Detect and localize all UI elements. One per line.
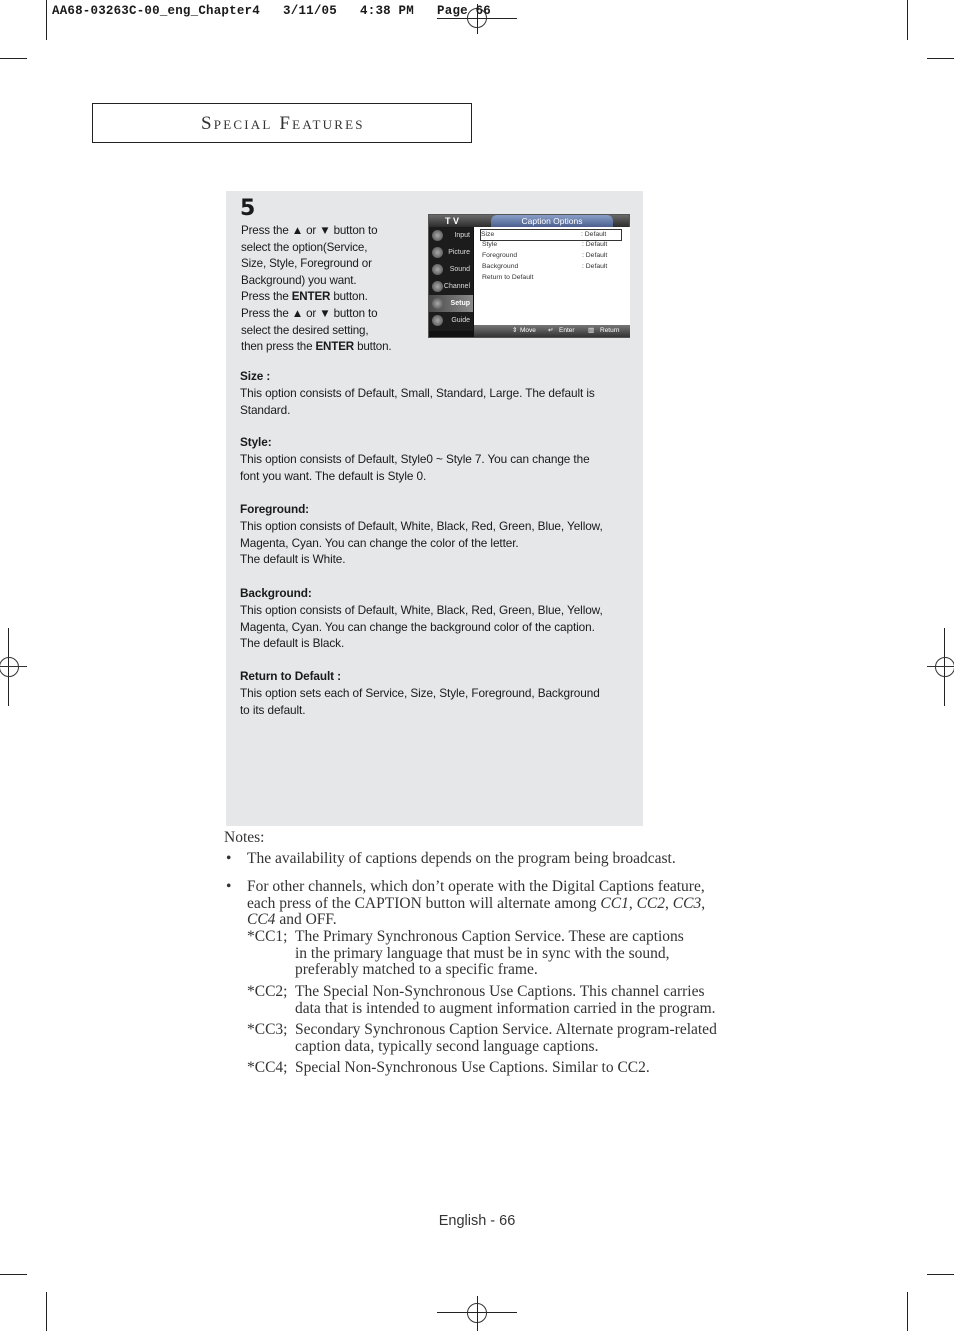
tv-sidebar-item-sound: Sound	[429, 261, 473, 278]
down-arrow-icon: ▼	[319, 224, 331, 237]
input-icon	[432, 230, 443, 241]
tv-sidebar-item-channel: Channel	[429, 278, 473, 295]
tv-menu-footer: ⇕ Move ↵ Enter ▥ Return	[474, 325, 630, 337]
tv-menu-row-size: Size : Default	[480, 229, 622, 241]
option-heading: Return to Default :	[240, 669, 341, 683]
tv-menu-row-return-to-default: Return to Default	[482, 274, 534, 281]
note-bullet: • For other channels, which don’t operate with the Digital Captions feature, each press of the CAPTION button will alternate among CC1, CC2, CC3, CC4 and OFF.	[226, 878, 706, 928]
tv-menu-row-background: Background : Default	[482, 263, 608, 270]
up-arrow-icon: ▲	[291, 224, 304, 237]
tv-menu-row-style: Style : Default	[482, 241, 608, 248]
tv-sidebar-item-setup: Setup	[429, 295, 473, 312]
option-heading: Foreground:	[240, 502, 310, 516]
step-number: 5	[240, 196, 256, 221]
option-style: Style: This option consists of Default, Style0 ~ Style 7. You can change the font you want. The default is Style 0.	[240, 434, 632, 484]
option-background: Background: This option consists of Default, White, Black, Red, Green, Blue, Yellow, Magenta, Cyan. You can change the background color of the caption. The default is Black.	[240, 585, 632, 652]
bullet-icon: •	[226, 850, 232, 867]
option-heading: Style:	[240, 435, 272, 449]
channel-icon	[432, 281, 443, 292]
tv-menu-screenshot	[428, 214, 630, 338]
move-icon: ⇕	[512, 327, 518, 334]
step-instructions: Press the ▲ or ▼ button to select the option(Service, Size, Style, Foreground or Background) you want. Press the ENTER button. Press the ▲ or ▼ button to select the desired setting, then press the ENTER button.	[241, 224, 392, 354]
registration-mark	[0, 649, 27, 685]
return-icon: ▥	[588, 327, 595, 334]
page-footer: English - 66	[438, 1213, 516, 1229]
registration-mark	[927, 649, 954, 685]
tv-menu-title: Caption Options	[491, 215, 613, 227]
option-heading: Background:	[240, 586, 312, 600]
up-arrow-icon: ▲	[291, 306, 304, 320]
bullet-icon: •	[226, 878, 232, 895]
tv-sidebar	[429, 227, 473, 331]
crop-mark	[46, 0, 47, 40]
print-header: AA68-03263C-00_eng_Chapter4 3/11/05 4:38 PM Page 66	[52, 4, 491, 18]
sound-icon	[432, 264, 443, 275]
notes-label: Notes:	[224, 829, 265, 846]
enter-icon: ↵	[548, 327, 554, 334]
tv-sidebar-item-guide: Guide	[429, 312, 473, 329]
crop-mark	[907, 1292, 908, 1331]
crop-mark	[927, 1274, 954, 1275]
option-foreground: Foreground: This option consists of Default, White, Black, Red, Green, Blue, Yellow, Magenta, Cyan. You can change the color of the letter. The default is White.	[240, 501, 632, 568]
tv-menu-row-foreground: Foreground : Default	[482, 252, 608, 259]
crop-mark	[0, 58, 27, 59]
note-bullet: • The availability of captions depends on the program being broadcast.	[226, 850, 676, 867]
crop-mark	[0, 1274, 27, 1275]
tv-sidebar-item-picture: Picture	[429, 244, 473, 261]
crop-mark	[907, 0, 908, 40]
option-return-to-default: Return to Default : This option sets each of Service, Size, Style, Foreground, Background to its default.	[240, 668, 632, 718]
setup-icon	[432, 298, 443, 309]
guide-icon	[432, 315, 443, 326]
option-heading: Size :	[240, 369, 271, 383]
crop-mark	[46, 1292, 47, 1331]
tv-label: T V	[445, 216, 460, 226]
section-title: Special Features	[201, 113, 365, 134]
crop-mark	[927, 58, 954, 59]
section-header-box	[92, 103, 472, 143]
tv-sidebar-item-input: Input	[429, 227, 473, 244]
down-arrow-icon: ▼	[319, 306, 331, 320]
registration-mark	[459, 1295, 495, 1331]
tv-menu-content	[474, 227, 630, 327]
option-size: Size : This option consists of Default, Small, Standard, Large. The default is Standard.	[240, 368, 632, 418]
picture-icon	[432, 247, 443, 258]
